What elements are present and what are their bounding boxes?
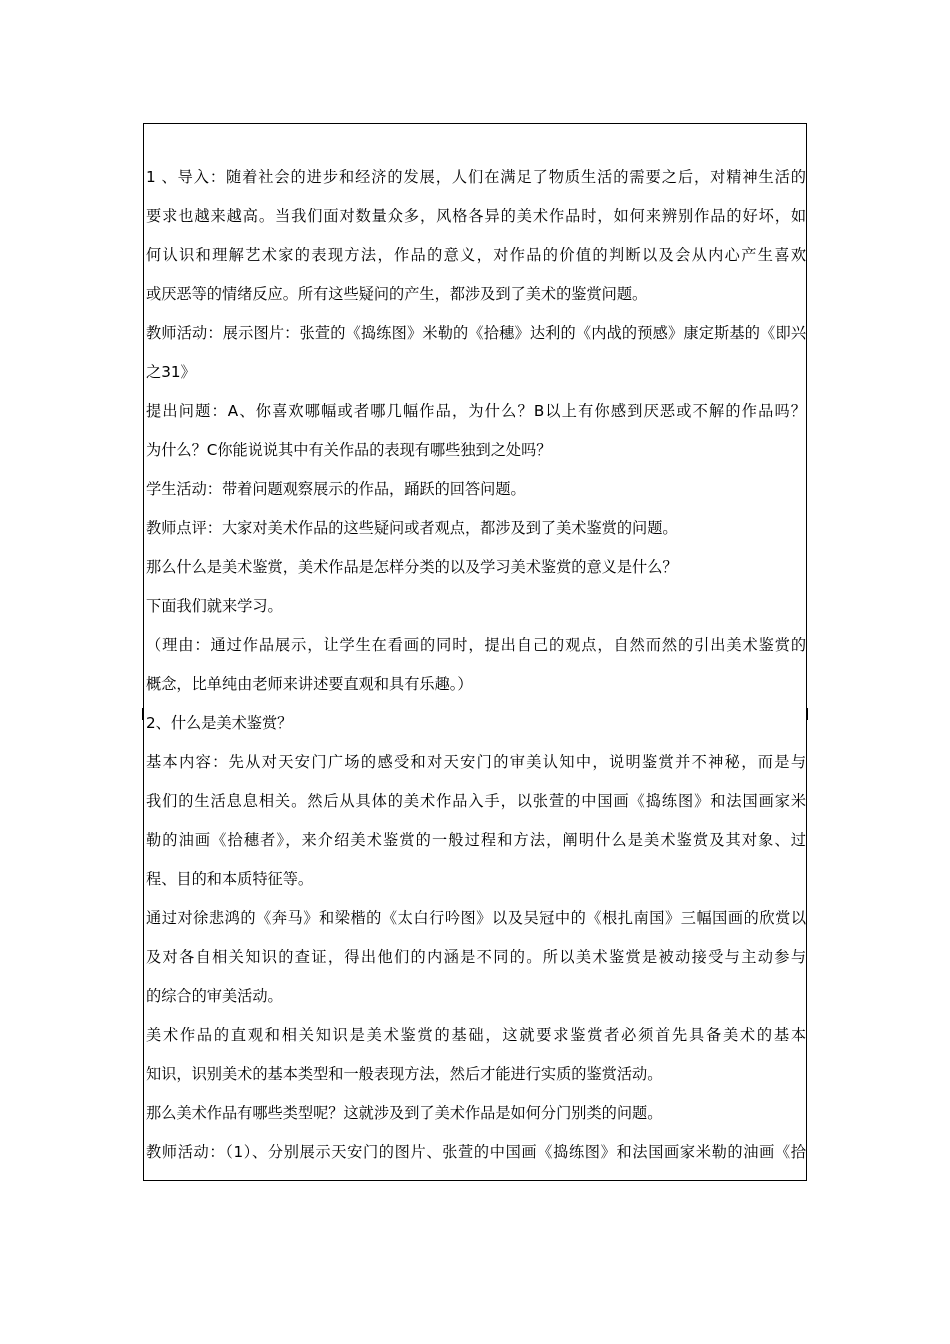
- paragraph-line: 或厌恶等的情绪反应。所有这些疑问的产生，都涉及到了美术的鉴赏问题。: [146, 285, 648, 303]
- paragraph-line: 概念，比单纯由老师来讲述要直观和具有乐趣。）: [146, 675, 473, 693]
- paragraph-line: 那么美术作品有哪些类型呢？这就涉及到了美术作品是如何分门别类的问题。: [146, 1104, 663, 1122]
- paragraph-line: 教师活动：展示图片：张萱的《捣练图》米勒的《拾穗》达利的《内战的预感》康定斯基的《即兴: [146, 324, 806, 342]
- paragraph-line: 及对各自相关知识的查证，得出他们的内涵是不同的。所以美术鉴赏是被动接受与主动参与: [146, 948, 806, 966]
- table-row-divider-right: [806, 708, 808, 720]
- document-body: [146, 158, 806, 1172]
- paragraph-line: 下面我们就来学习。: [146, 597, 283, 615]
- paragraph-line: 教师活动：（1）、分别展示天安门的图片、张萱的中国画《捣练图》和法国画家米勒的油画《拾: [146, 1143, 806, 1161]
- paragraph-line: 的综合的审美活动。: [146, 987, 283, 1005]
- paragraph-line: 为什么？C你能说说其中有关作品的表现有哪些独到之处吗？: [146, 441, 552, 459]
- section-heading: 2、什么是美术鉴赏？: [146, 714, 293, 732]
- paragraph-line: 教师点评：大家对美术作品的这些疑问或者观点，都涉及到了美术鉴赏的问题。: [146, 519, 678, 537]
- paragraph-line: 程、目的和本质特征等。: [146, 870, 314, 888]
- paragraph-line: 那么什么是美术鉴赏，美术作品是怎样分类的以及学习美术鉴赏的意义是什么？: [146, 558, 678, 576]
- paragraph-line: 美术作品的直观和相关知识是美术鉴赏的基础，这就要求鉴赏者必须首先具备美术的基本: [146, 1026, 806, 1044]
- paragraph-line: 1 、导入：随着社会的进步和经济的发展，人们在满足了物质生活的需要之后，对精神生活的: [146, 168, 806, 186]
- paragraph-line: 提出问题：A、你喜欢哪幅或者哪几幅作品，为什么？B以上有你感到厌恶或不解的作品吗？: [146, 402, 806, 420]
- paragraph-line: 学生活动：带着问题观察展示的作品，踊跃的回答问题。: [146, 480, 526, 498]
- paragraph-line: 通过对徐悲鸿的《奔马》和梁楷的《太白行吟图》以及吴冠中的《根扎南国》三幅国画的欣赏以: [146, 909, 806, 927]
- paragraph-line: 要求也越来越高。当我们面对数量众多，风格各异的美术作品时，如何来辨别作品的好坏，如: [146, 207, 806, 225]
- paragraph-line: 我们的生活息息相关。然后从具体的美术作品入手，以张萱的中国画《捣练图》和法国画家米: [146, 792, 806, 810]
- table-row-divider-left: [142, 708, 144, 720]
- paragraph-line: 何认识和理解艺术家的表现方法，作品的意义，对作品的价值的判断以及会从内心产生喜欢: [146, 246, 806, 264]
- paragraph-line: 基本内容：先从对天安门广场的感受和对天安门的审美认知中，说明鉴赏并不神秘，而是与: [146, 753, 806, 771]
- paragraph-line: 之31》: [146, 363, 196, 381]
- paragraph-line: 勒的油画《拾穗者》，来介绍美术鉴赏的一般过程和方法，阐明什么是美术鉴赏及其对象、过: [146, 831, 806, 849]
- paragraph-line: （理由：通过作品展示，让学生在看画的同时，提出自己的观点，自然而然的引出美术鉴赏的: [146, 636, 806, 654]
- paragraph-line: 知识，识别美术的基本类型和一般表现方法，然后才能进行实质的鉴赏活动。: [146, 1065, 663, 1083]
